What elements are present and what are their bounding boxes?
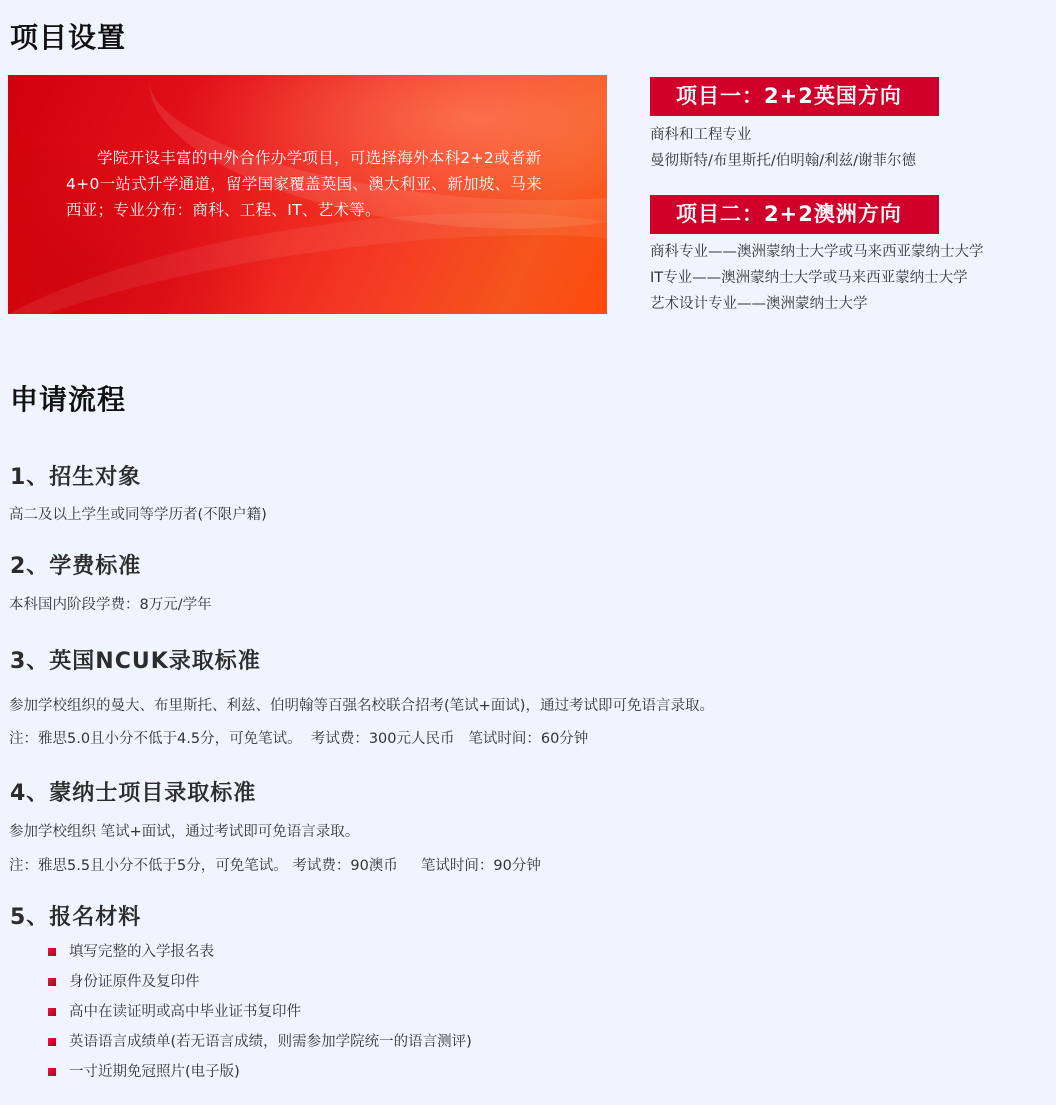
step-heading-monash-criteria: 4、蒙纳士项目录取标准 — [10, 781, 257, 806]
list-item-label: 填写完整的入学报名表 — [69, 944, 214, 960]
project-2-line: 艺术设计专业——澳洲蒙纳士大学 — [650, 296, 868, 312]
bullet-square-icon — [48, 1008, 56, 1016]
hero-banner — [8, 75, 607, 314]
section-title-settings: 项目设置 — [10, 21, 127, 54]
project-2-details — [650, 239, 984, 317]
project-1-details — [650, 122, 916, 174]
step-text: 高二及以上学生或同等学历者(不限户籍) — [9, 507, 267, 523]
project-1-line: 商科和工程专业 — [650, 127, 752, 143]
project-2-line: 商科专业——澳洲蒙纳士大学或马来西亚蒙纳士大学 — [650, 244, 984, 260]
bullet-square-icon — [48, 978, 56, 986]
list-item — [48, 940, 472, 970]
project-1-line: 曼彻斯特/布里斯托/伯明翰/利兹/谢菲尔德 — [650, 153, 917, 169]
step-heading-tuition: 2、学费标准 — [10, 554, 142, 579]
step-heading-materials: 5、报名材料 — [10, 905, 142, 930]
list-item-label: 英语语言成绩单(若无语言成绩，则需参加学院统一的语言测评) — [69, 1034, 472, 1050]
list-item-label: 高中在读证明或高中毕业证书复印件 — [69, 1004, 301, 1020]
project-1-badge: 项目一：2+2英国方向 — [650, 77, 939, 116]
materials-list — [48, 940, 472, 1090]
bullet-square-icon — [48, 948, 56, 956]
step-heading-ncuk-criteria: 3、英国NCUK录取标准 — [10, 649, 261, 674]
step-heading-admission-target: 1、招生对象 — [10, 465, 142, 490]
project-2-badge: 项目二：2+2澳洲方向 — [650, 195, 939, 234]
step-text: 参加学校组织 笔试+面试，通过考试即可免语言录取。 — [9, 824, 360, 840]
section-title-process: 申请流程 — [10, 383, 127, 416]
step-note: 注：雅思5.5且小分不低于5分，可免笔试。 考试费：90澳币 笔试时间：90分钟 — [9, 858, 541, 874]
step-text: 本科国内阶段学费：8万元/学年 — [9, 597, 212, 613]
list-item-label: 一寸近期免冠照片(电子版) — [69, 1064, 240, 1080]
step-text: 参加学校组织的曼大、布里斯托、利兹、伯明翰等百强名校联合招考(笔试+面试)，通过考试即可免语言录取。 — [9, 698, 714, 714]
bullet-square-icon — [48, 1038, 56, 1046]
project-2-line: IT专业——澳洲蒙纳士大学或马来西亚蒙纳士大学 — [650, 270, 968, 286]
hero-text: 学院开设丰富的中外合作办学项目，可选择海外本科2+2或者新4+0一站式升学通道，留学国家覆盖英国、澳大利亚、新加坡、马来西亚；专业分布：商科、工程、IT、艺术等。 — [66, 149, 543, 219]
bullet-square-icon — [48, 1068, 56, 1076]
step-note: 注：雅思5.0且小分不低于4.5分，可免笔试。 考试费：300元人民币 笔试时间：60分钟 — [9, 731, 589, 747]
list-item — [48, 1000, 472, 1030]
list-item-label: 身份证原件及复印件 — [69, 974, 200, 990]
list-item — [48, 1060, 472, 1090]
list-item — [48, 1030, 472, 1060]
list-item — [48, 970, 472, 1000]
